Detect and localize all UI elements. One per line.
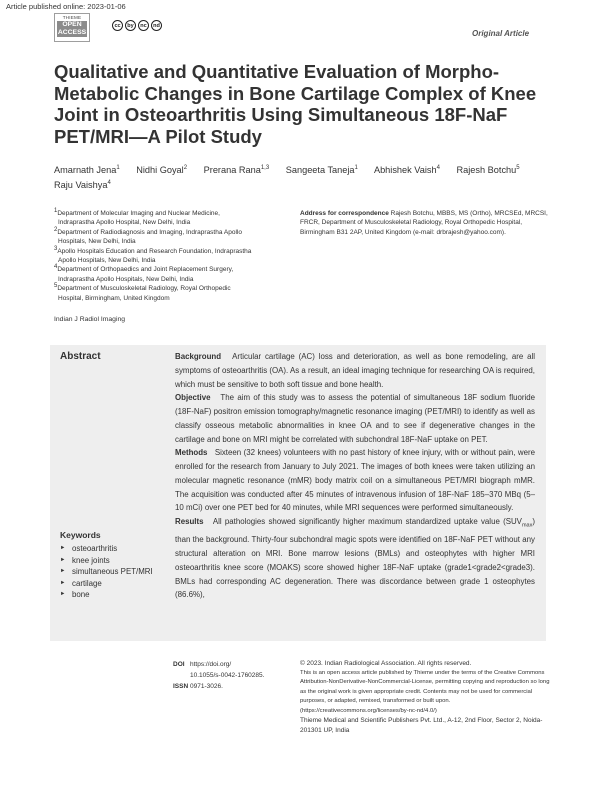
author: Abhishek Vaish$^4$ [373,164,440,175]
author: Prerana Rana$^{1,3}$ [203,164,270,175]
keyword-item: ► simultaneous PET/MRI [60,566,160,578]
abstract-text [175,350,535,602]
copyright-text: © 2023. Indian Radiological Association. All rights reserved. [300,660,472,667]
background-label: Background [175,352,222,361]
keyword-item: ► bone [60,589,160,601]
cc-nc-icon: nc [138,20,149,31]
methods-label: Methods [175,448,208,458]
creative-commons-license-icons [112,20,162,32]
article-title: Qualitative and Quantitative Evaluation of Morpho-Metabolic Changes in Bone Cartilage Complex of Knee Joint in Osteoarthritis Using Simultaneous 18F-NaF PET/MRI—A Pilot Study [54,61,537,147]
objective-text: The aim of this study was to assess the potential of simultaneous 18F sodium fluoride (18F-NaF) positron emission tomography/magnetic resonance imaging (PET/MRI) to identify as well as classify osseous metabolic abnormalities in knee OA and to see if degenerative changes in the cartilage and bone on MRI might be correlated with subchondral 18F-NaF uptake on PET. [175,393,536,444]
keyword-item: ► cartilage [60,578,160,590]
affiliation: $^3$Apollo Hospitals Education and Research Foundation, Indraprastha Apollo Hospitals, New Delhi, India [54,245,252,265]
affiliation: $^2$Department of Radiodiagnosis and Imaging, Indraprastha Apollo Hospitals, New Delhi, India [54,226,242,246]
keywords-list [60,543,160,601]
journal-name: Indian J Radiol Imaging [54,316,126,323]
logo-access: ACCESS [57,29,87,36]
affiliations [54,209,286,303]
author: Amarnath Jena$^1$ [54,164,120,175]
cc-nd-icon: nd [151,20,162,31]
author: Sangeeta Taneja$^1$ [285,164,358,175]
keyword-item: ► osteoarthritis [60,543,160,555]
article-type: Original Article [472,29,530,38]
issn-label: ISSN [173,683,189,690]
license-text: This is an open access article published by Thieme under the terms of the Creative Commons Attribution-NonDerivative-NonCommercial-License, permitting copying and reproduction so long as the original work is given appropriate credit. Contents may not be used for commercial purposes, or adapted, remixed, transformed or built upon. (https://creativecommons.org/licenses/by-nc-nd/4.0/) [300,670,550,714]
cc-icon: cc [112,20,123,31]
affiliation: $^1$Department of Molecular Imaging and Nuclear Medicine, Indraprastha Apollo Hospital, New Delhi, India [54,207,220,227]
publication-date: Article published online: 2023-01-06 [6,2,126,11]
doi-block [173,659,293,692]
doi-label: DOI [173,661,185,668]
correspondence-address [300,209,550,237]
thieme-open-access-logo [54,13,90,42]
keywords-heading: Keywords [60,530,101,540]
copyright-block [300,659,550,736]
affiliation: $^5$Department of Musculoskeletal Radiology, Royal Orthopedic Hospital, Birmingham, United Kingdom [54,283,231,302]
doi-value: 10.1055/s-0042-1760285. [190,672,265,679]
affiliation: $^4$Department of Orthopaedics and Joint Replacement Surgery, Indraprastha Apollo Hospitals, New Delhi, India [54,264,234,283]
publisher-address: Thieme Medical and Scientific Publishers Pvt. Ltd., A-12, 2nd Floor, Sector 2, Noida-201301 UP, India [300,717,543,735]
correspondence-text: Rajesh Botchu, MBBS, MS (Ortho), MRCSEd, MRCSI, FRCR, Department of Musculoskeletal Radiology, Royal Orthopedic Hospital, Birmingham B31 2AP, United Kingdom (e-mail: drbrajesh@yahoo.com). [300,210,548,236]
logo-open: OPEN [57,21,87,29]
author-list [54,163,554,192]
author: Rajesh Botchu$^5$ [456,164,520,175]
keyword-item: ► knee joints [60,555,160,567]
objective-label: Objective [175,393,211,403]
background-text: Articular cartilage (AC) loss and deterioration, as well as bone remodeling, are all symptoms of osteoarthritis (OA). As a result, an ideal imaging technique for researching OA is required, which must be sensitive to both soft tissue and bone health. [175,352,535,389]
cc-by-icon: by [125,20,136,31]
methods-text: Sixteen (32 knees) volunteers with no past history of knee injury, with or without pain, were enrolled for the research from January to July 2021. The images of both knees were taken utilizing an molecular magnetic resonance (mMR) body matrix coil on a simultaneous PET/MRI biograph mMR. The acquisition was conducted after 45 minutes of intravenous infusion of 18F-NaF 185–370 MBq (5–10 mCi) over one PET bed for 40 minutes, while MRI sequences were performed simultaneously. [175,448,536,513]
correspondence-label: Address for correspondence [300,210,389,217]
author: Raju Vaishya$^4$ [54,179,111,190]
abstract-heading: Abstract [60,351,101,362]
issn-value: 0971-3026. [190,683,223,690]
results-label: Results [175,517,204,526]
author: Nidhi Goyal$^2$ [136,164,188,175]
logo-brand: THIEME [62,15,82,20]
results-text: All pathologies showed significantly higher maximum standardized uptake value $(SUV_{max})$ than the background. Thirty-four subchondral magic spots were identified on 18F-NaF PET without any structural alteration on MRI. Bone marrow lesions (BMLs) and osteophytes with higher MRI osteoarthritis knee score (MOAKS) score showed higher 18F-NaF uptake (grade1<grade2<grade3). BMLs had corresponding AC degeneration. There was discordance between grade 1 osteophytes (86.6%), [175,517,535,600]
doi-link[interactable]: https://doi.org/ [190,661,232,668]
